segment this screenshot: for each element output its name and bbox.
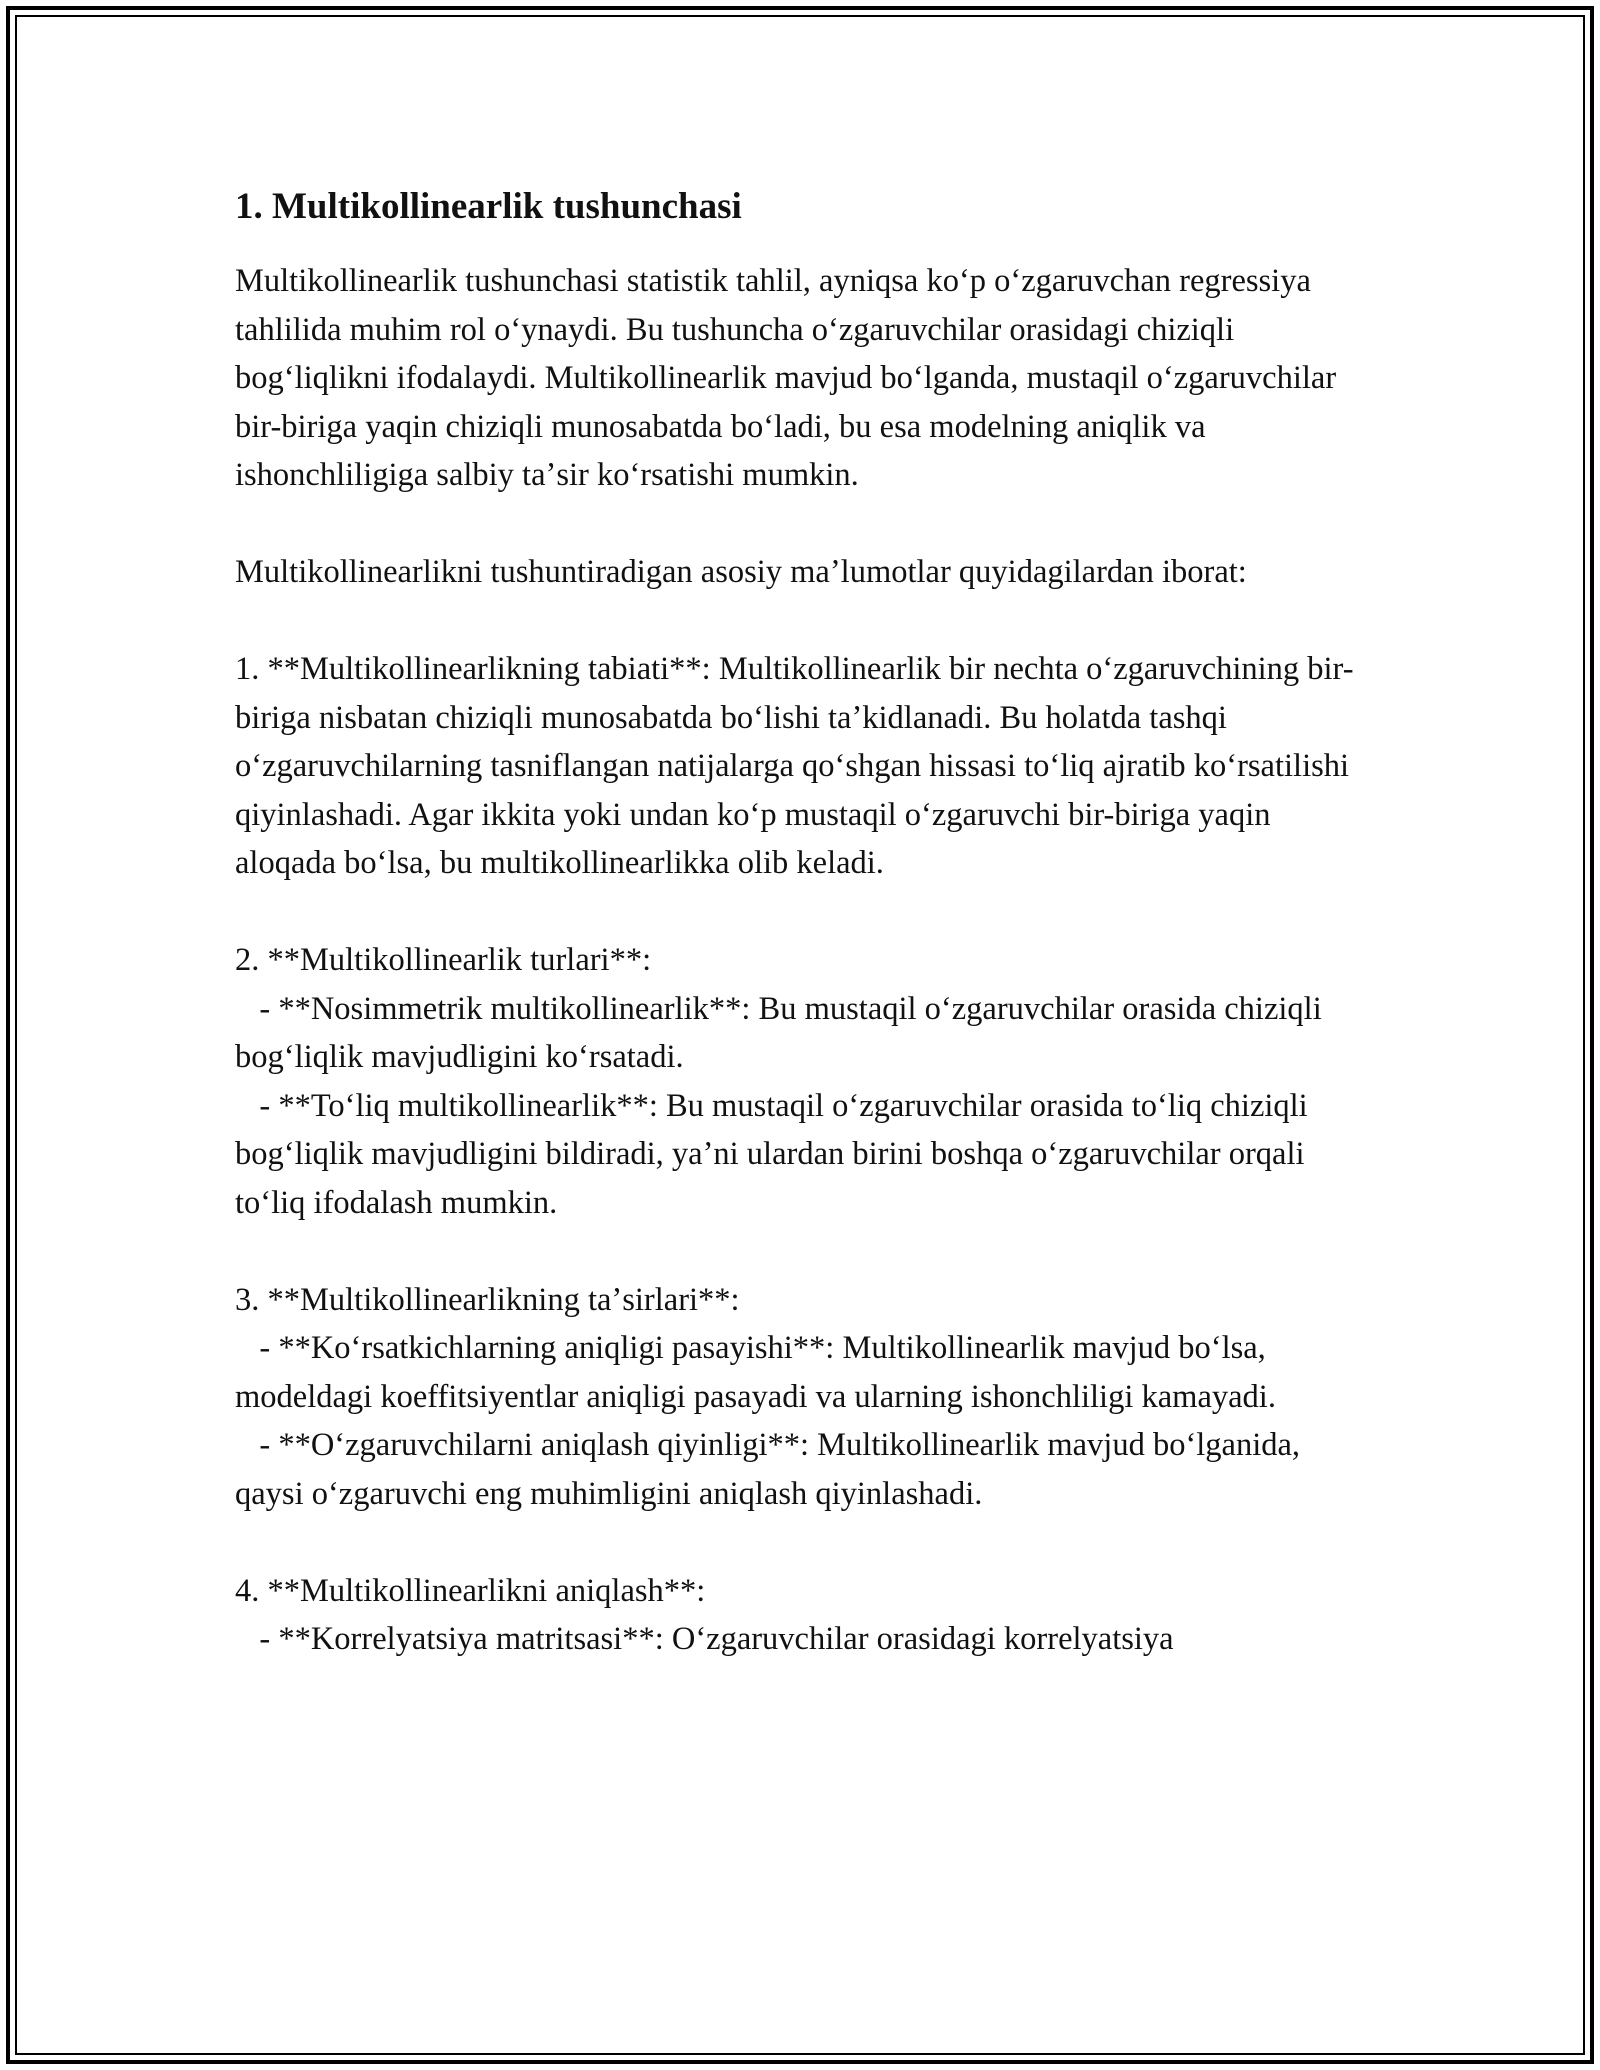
document-body xyxy=(235,183,1375,1664)
section-heading: 1. Multikollinearlik tushunchasi xyxy=(235,186,742,227)
lead-in-paragraph: Multikollinearlikni tushuntiradigan asosiy maʼlumotlar quyidagilardan iborat: xyxy=(235,554,1247,590)
paragraph-gap xyxy=(235,1227,1375,1276)
paragraph-gap xyxy=(235,1518,1375,1567)
list-item-nature: 1. **Multikollinearlikning tabiati**: Multikollinearlik bir nechta oʻzgaruvchining bir-biriga nisbatan chiziqli munosabatda boʻlishi taʼkidlanadi. Bu holatda tashqi oʻzgaruvchilarning tasniflangan natijalarga qoʻshgan hissasi toʻliq ajratib koʻrsatilishi qiyinlashadi. Agar ikkita yoki undan koʻp mustaqil oʻzgaruvchi bir-biriga yaqin aloqada boʻlsa, bu multikollinearlikka olib keladi. xyxy=(235,651,1358,881)
intro-paragraph: Multikollinearlik tushunchasi statistik tahlil, ayniqsa koʻp oʻzgaruvchan regressiya tahlilida muhim rol oʻynaydi. Bu tushuncha oʻzgaruvchilar orasidagi chiziqli bogʻliqlikni ifodalaydi. Multikollinearlik mavjud boʻlganda, mustaqil oʻzgaruvchilar bir-biriga yaqin chiziqli munosabatda boʻladi, bu esa modelning aniqlik va ishonchliligiga salbiy taʼsir koʻrsatishi mumkin. xyxy=(235,263,1345,493)
list-item-detection: 4. **Multikollinearlikni aniqlash**: - **Korrelyatsiya matritsasi**: Oʻzgaruvchilar orasidagi korrelyatsiya xyxy=(235,1572,1174,1657)
list-item-effects: 3. **Multikollinearlikning taʼsirlari**: - **Koʻrsatkichlarning aniqligi pasayishi**: Multikollinearlik mavjud boʻlsa, modeldagi koeffitsiyentlar aniqligi pasayadi va ularning ishonchliligi kamayadi. - **Oʻzgaruvchilarni aniqlash qiyinligi**: Multikollinearlik mavjud boʻlganida, qaysi oʻzgaruvchi eng muhimligini aniqlash qiyinlashadi. xyxy=(235,1281,1301,1512)
paragraph-gap xyxy=(235,888,1375,937)
paragraph-gap xyxy=(235,597,1375,646)
list-item-types: 2. **Multikollinearlik turlari**: - **Nosimmetrik multikollinearlik**: Bu mustaqil oʻzgaruvchilar orasida chiziqli bogʻliqlik mavjudligini koʻrsatadi. - **Toʻliq multikollinearlik**: Bu mustaqil oʻzgaruvchilar orasida toʻliq chiziqli bogʻliqlik mavjudligini bildiradi, yaʼni ulardan birini boshqa oʻzgaruvchilar orqali toʻliq ifodalash mumkin. xyxy=(235,942,1322,1221)
paragraph-gap xyxy=(235,500,1375,549)
